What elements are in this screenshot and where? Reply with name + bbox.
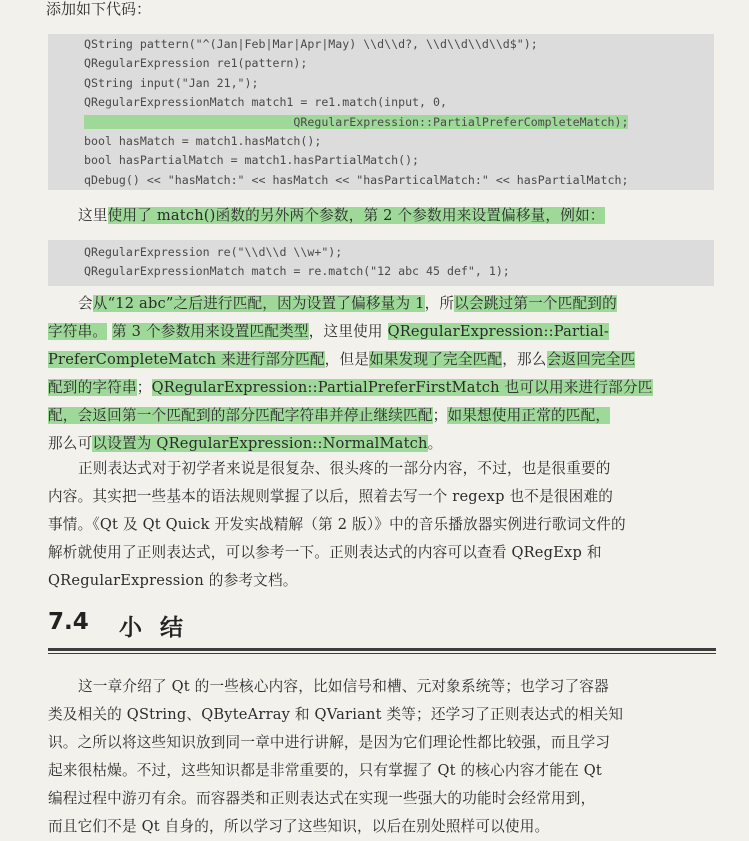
code-highlight: QRegularExpression::PartialPreferCompleteMatch); — [84, 114, 629, 129]
heading-rule-thin — [48, 653, 716, 654]
highlighted-text: 以设置为 QRegularExpression::NormalMatch — [92, 435, 428, 452]
text: 。 — [427, 435, 443, 452]
highlighted-text: 如果想使用正常的匹配， — [447, 407, 611, 424]
code-line: bool hasPartialMatch = match1.hasPartialMatch(); — [84, 153, 420, 168]
paragraph-chapter-summary — [48, 673, 716, 841]
text: ，所 — [424, 295, 455, 312]
text: ； — [432, 407, 448, 424]
code-line: bool hasMatch = match1.hasMatch(); — [84, 133, 322, 148]
code-line-highlighted — [84, 113, 714, 132]
section-title: 小结 — [119, 615, 201, 641]
code-line: QRegularExpression re1(pattern); — [84, 56, 308, 71]
highlighted-text: 字符串。 — [48, 323, 108, 340]
section-heading — [48, 606, 716, 650]
text-line: 起来很枯燥。不过，这些知识都是非常重要的，只有掌握了 Qt 的核心内容才能在 Qt — [48, 762, 602, 779]
text-line: 编程过程中游刃有余。而容器类和正则表达式在实现一些强大的功能时会经常用到， — [48, 790, 596, 807]
code-line: QString input("Jan 21,"); — [84, 75, 259, 90]
section-number: 7.4 — [48, 609, 89, 635]
text: ； — [136, 379, 152, 396]
highlighted-text: 以会跳过第一个匹配到的 — [454, 295, 617, 312]
code-block-1 — [48, 34, 714, 190]
paragraph-match-params — [48, 202, 716, 230]
text-line: 正则表达式对于初学者来说是很复杂、很头疼的一部分内容，不过，也是很重要的 — [78, 460, 611, 477]
text-line: 事情。《Qt 及 Qt Quick 开发实战精解（第 2 版）》中的音乐播放器实例进行歌词文件的 — [48, 516, 626, 533]
code-block-2 — [48, 240, 714, 286]
text: ，那么 — [502, 351, 547, 368]
text: ，这里使用 — [308, 323, 383, 340]
highlighted-text: 配，会返回第一个匹配到的部分匹配字符串并停止继续匹配 — [48, 407, 433, 424]
highlighted-text: 配到的字符串 — [48, 379, 137, 396]
text-line: 解析就使用了正则表达式，可以参考一下。正则表达式的内容可以查看 QRegExp 和 — [48, 544, 602, 561]
code-line: QString pattern("^(Jan|Feb|Mar|Apr|May) \\d\\d?, \\d\\d\\d\\d$"); — [84, 37, 538, 51]
highlighted-text: 从“12 abc”之后进行匹配，因为设置了偏移量为 1 — [92, 295, 425, 312]
highlighted-text: 使用了 match()函数的另外两个参数，第 2 个参数用来设置偏移量，例如： — [107, 207, 605, 224]
intro-text: 添加如下代码： — [46, 0, 152, 18]
text: 那么可 — [48, 435, 93, 452]
code-line: QRegularExpressionMatch match1 = re1.match(input, 0, — [84, 95, 447, 110]
highlighted-text: 第 3 个参数用来设置匹配类型 — [112, 323, 309, 340]
code-line: QRegularExpressionMatch match = re.match("12 abc 45 def", 1); — [84, 264, 510, 279]
highlighted-text: 会返回完全匹 — [546, 351, 636, 368]
paragraph-match-types — [48, 290, 716, 458]
text: 会 — [78, 295, 93, 312]
highlighted-text: 如果发现了完全匹配 — [369, 351, 503, 368]
text-line: 这一章介绍了 Qt 的一些核心内容，比如信号和槽、元对象系统等；也学习了容器 — [78, 678, 609, 695]
code-line: QRegularExpression re("\\d\\d \\w+"); — [84, 245, 343, 259]
text-line: QRegularExpression 的参考文档。 — [48, 572, 298, 589]
text-line: 而且它们不是 Qt 自身的，所以学习了这些知识，以后在别处照样可以使用。 — [48, 818, 550, 835]
highlighted-text: QRegularExpression::PartialPreferFirstMatch 也可以用来进行部分匹 — [151, 379, 653, 396]
text: 这里 — [78, 207, 108, 224]
highlighted-text: PreferCompleteMatch 来进行部分匹配 — [48, 351, 325, 368]
text: ，但是 — [324, 351, 370, 368]
code-line: qDebug() << "hasMatch:" << hasMatch << "hasParticalMatch:" << hasPartialMatch; — [84, 172, 629, 187]
highlighted-text: QRegularExpression::Partial- — [387, 323, 610, 340]
paragraph-regex-summary — [48, 455, 716, 595]
text-line: 识。之所以将这些知识放到同一章中进行讲解，是因为它们理论性都比较强，而且学习 — [48, 734, 611, 751]
text-line: 内容。其实把一些基本的语法规则掌握了以后，照着去写一个 regexp 也不是很困难的 — [48, 488, 614, 505]
heading-rule — [48, 648, 716, 651]
text-line: 类及相关的 QString、QByteArray 和 QVariant 类等；还学习了正则表达式的相关知 — [48, 706, 624, 723]
